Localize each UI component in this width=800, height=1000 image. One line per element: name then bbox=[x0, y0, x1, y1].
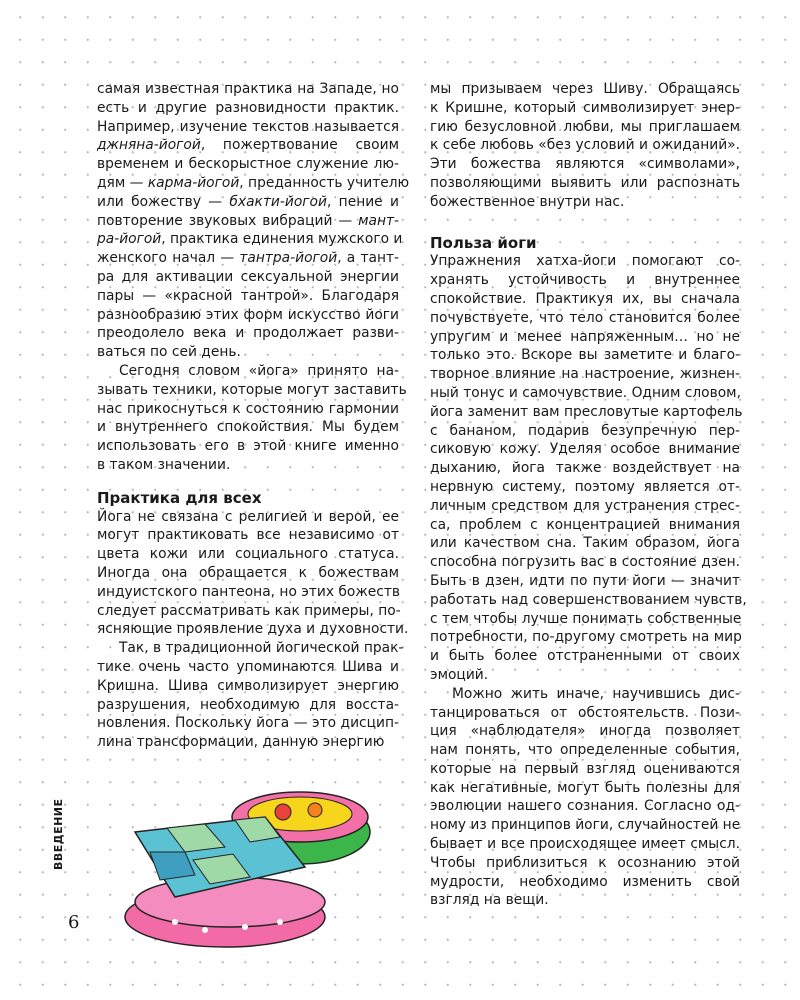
text-line bbox=[97, 249, 399, 268]
text-line: са, проблем с концентрацией внимания bbox=[430, 516, 740, 533]
text-line: ный тонус и самочувствие. Одним словом, bbox=[430, 384, 741, 401]
right-column bbox=[430, 80, 747, 910]
text-line: танцироваться от обстоятельств. Пози- bbox=[430, 704, 740, 721]
text-line: Можно жить иначе, научившись дис- bbox=[452, 685, 740, 702]
text-line: Чтобы приблизиться к осознанию этой bbox=[430, 854, 740, 871]
italic-term: мант- bbox=[358, 212, 399, 229]
text-line bbox=[97, 193, 399, 212]
text-line: Йога не связана с религией и верой, ее bbox=[97, 508, 399, 525]
text-line: Эти божества являются «символами», bbox=[430, 156, 740, 173]
text-line: творное влияние на настроение, жизнен- bbox=[430, 366, 740, 383]
spacer bbox=[430, 212, 740, 234]
text-line: Сегодня словом «йога» принято на- bbox=[119, 362, 399, 379]
text-line: работать над совершенствованием чувств, bbox=[430, 591, 747, 608]
text-line: спокойствие. Практикуя их, вы сначала bbox=[430, 290, 740, 307]
left-column bbox=[97, 80, 410, 752]
text-line: взгляд на вещи. bbox=[430, 892, 549, 909]
text-line bbox=[97, 174, 410, 193]
text-segment: дям — bbox=[97, 174, 148, 191]
text-line: ному из принципов йоги, случайностей не bbox=[430, 817, 741, 834]
text-line: ясняющие проявление духа и духовности. bbox=[97, 621, 409, 638]
text-line: почувствуете, что тело становится более bbox=[430, 309, 740, 326]
section-heading: Польза йоги bbox=[430, 233, 537, 252]
text-line: нам понять, что определенные события, bbox=[430, 742, 740, 759]
text-line: индуистского пантеона, но этих божеств bbox=[97, 583, 401, 600]
text-line: ваться по сей день. bbox=[97, 344, 241, 361]
text-line: Например, изучение текстов называется bbox=[97, 118, 399, 135]
text-line: в таком значении. bbox=[97, 456, 231, 473]
text-segment: или божеству — bbox=[97, 193, 230, 210]
text-line bbox=[97, 230, 403, 249]
italic-term: джняна-йогой bbox=[97, 137, 201, 154]
text-line: Иногда она обращается к божествам bbox=[97, 564, 399, 581]
text-line: Кришна. Шива символизирует энергию bbox=[97, 677, 399, 694]
text-line: только это. Вскоре вы заметите и благо- bbox=[430, 347, 740, 364]
text-segment: , а тант- bbox=[337, 250, 400, 267]
spacer bbox=[97, 475, 399, 489]
text-line: эмоций. bbox=[430, 666, 489, 683]
text-line: цвета кожи или социального статуса. bbox=[97, 546, 399, 563]
text-line: с бананом, подарив безупречную пер- bbox=[430, 422, 740, 439]
text-line: лина трансформации, данную энергию bbox=[97, 734, 385, 751]
text-segment: , пение и bbox=[326, 193, 399, 210]
text-line: дыханию, йога также воздействует на bbox=[430, 460, 740, 477]
text-line: гию безусловной любви, мы приглашаем bbox=[430, 118, 740, 135]
italic-term: тантра-йогой bbox=[239, 250, 338, 267]
text-segment: женского начал — bbox=[97, 250, 240, 267]
text-line: хранять устойчивость и внутреннее bbox=[430, 272, 740, 289]
text-line: пары — «красной тантрой». Благодаря bbox=[97, 287, 399, 304]
text-line: потребности, по-другому смотреть на мир bbox=[430, 629, 742, 646]
text-line: как негативные, могут быть полезны для bbox=[430, 779, 740, 796]
text-line: новления. Поскольку йога — это дисцип- bbox=[97, 715, 399, 732]
text-line: бывает и все происходящее имеет смысл. bbox=[430, 836, 740, 853]
text-line: к себе любовь «без условий и ожиданий». bbox=[430, 137, 740, 154]
text-line: йога заменит вам пресловутые картофель bbox=[430, 403, 743, 420]
text-line: могут практиковать все независимо от bbox=[97, 527, 399, 544]
text-line: сиковую кожу. Уделяя особое внимание bbox=[430, 441, 740, 458]
section-heading: Практика для всех bbox=[97, 488, 262, 507]
text-line: временем и бескорыстное служение лю- bbox=[97, 156, 399, 173]
text-segment: , пожертвование своим bbox=[200, 137, 399, 154]
text-segment: , практика единения мужского и bbox=[161, 231, 403, 248]
text-line: или качеством сна. Таким образом, йога bbox=[430, 535, 740, 552]
text-line: Быть в дзен, идти по пути йоги — значит bbox=[430, 572, 740, 589]
text-line: способна погрузить вас в состояние дзен. bbox=[430, 554, 740, 571]
text-line: разрушения, необходимую для восста- bbox=[97, 696, 399, 713]
text-line: нас прикоснуться к состоянию гармонии bbox=[97, 400, 399, 417]
text-line: личным средством для устранения стрес- bbox=[430, 497, 740, 514]
text-line: зывать техники, которые могут заставить bbox=[97, 381, 407, 398]
text-line: с тем чтобы лучше понимать собственные bbox=[430, 610, 742, 627]
text-line bbox=[97, 212, 399, 231]
text-line: ция «наблюдателя» иногда позволяет bbox=[430, 723, 740, 740]
italic-term: ра-йогой bbox=[97, 231, 162, 248]
text-line: мы призываем через Шиву. Обращаясь bbox=[430, 81, 740, 97]
text-line: есть и другие разновидности практик. bbox=[97, 99, 399, 116]
page-number: 6 bbox=[68, 912, 80, 933]
cushions-illustration bbox=[115, 772, 375, 952]
text-line: Так, в традиционной йогической прак- bbox=[119, 640, 404, 657]
text-line: упругим и менее напряженным… но не bbox=[430, 328, 740, 345]
text-line: преодолело века и продолжает разви- bbox=[97, 325, 399, 342]
text-line: и внутреннего спокойствия. Мы будем bbox=[97, 419, 399, 436]
text-line: позволяющими выявить или распознать bbox=[430, 174, 740, 191]
text-line: разнообразию этих форм искусство йоги bbox=[97, 306, 399, 323]
text-line: мудрости, необходимо изменить свой bbox=[430, 873, 740, 890]
section-label: ВВЕДЕНИЕ bbox=[52, 798, 65, 870]
text-line: нервную систему, поэтому является от- bbox=[430, 478, 740, 495]
text-line: божественное внутри нас. bbox=[430, 193, 625, 210]
text-segment: , преданность учителю bbox=[239, 174, 410, 191]
italic-term: карма-йогой bbox=[147, 174, 240, 191]
text-line: следует рассматривать как примеры, по- bbox=[97, 602, 401, 619]
text-line: самая известная практика на Западе, но bbox=[97, 81, 399, 97]
text-line: которые на первый взгляд оцениваются bbox=[430, 760, 740, 777]
text-line: Упражнения хатха-йоги помогают со- bbox=[430, 253, 740, 270]
text-line bbox=[97, 136, 399, 155]
text-segment: повторение звуковых вибраций — bbox=[97, 212, 359, 229]
text-line: эволюции нашего сознания. Согласно од- bbox=[430, 798, 740, 815]
text-line: и быть более отстраненными от своих bbox=[430, 648, 740, 665]
text-line: к Кришне, который символизирует энер- bbox=[430, 99, 740, 116]
italic-term: бхакти-йогой bbox=[229, 193, 327, 210]
text-line: использовать его в этой книге именно bbox=[97, 438, 399, 455]
text-line: ра для активации сексуальной энергии bbox=[97, 268, 399, 285]
text-line: тике очень часто упоминаются Шива и bbox=[97, 658, 399, 675]
